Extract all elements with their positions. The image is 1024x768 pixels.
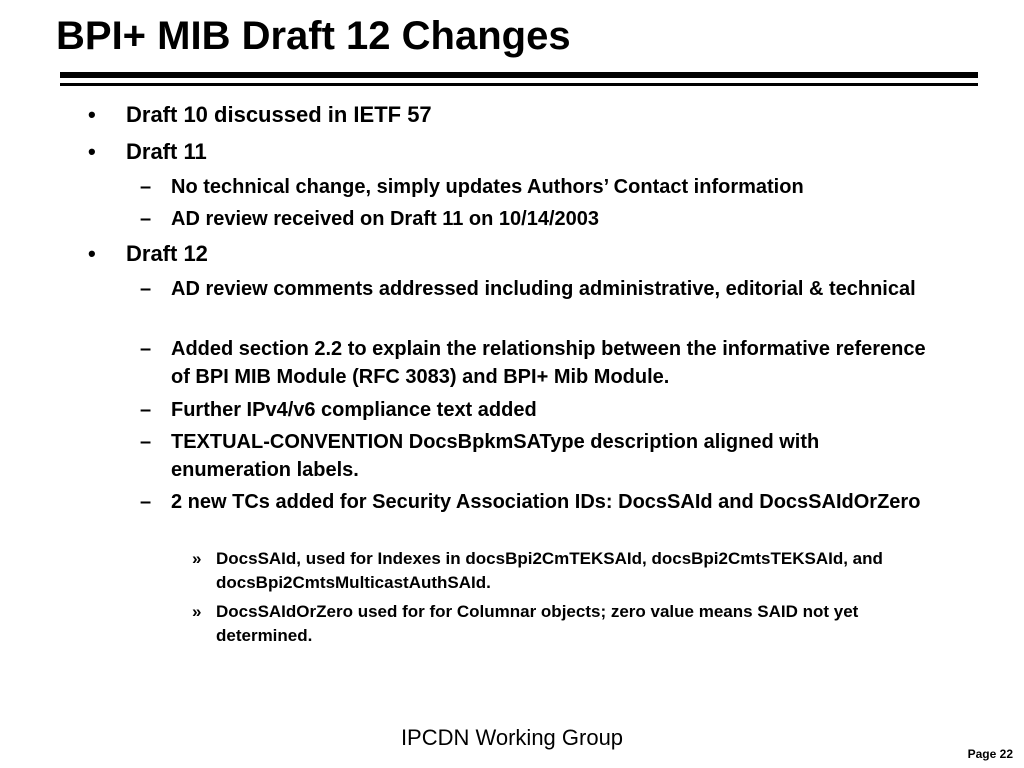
bullet-text: Draft 11: [126, 139, 207, 164]
guillemet-marker: »: [192, 549, 202, 568]
sub-bullet-text: 2 new TCs added for Security Association IDs: DocsSAId and DocsSAIdOrZero: [171, 491, 921, 513]
sub-bullet-text: AD review received on Draft 11 on 10/14/2003: [171, 208, 599, 230]
dash-marker: –: [140, 176, 152, 198]
bullet-text: Draft 10 discussed in IETF 57: [126, 102, 432, 127]
dash-marker: –: [140, 431, 152, 453]
divider-thin-line: [60, 83, 978, 86]
footer-working-group: IPCDN Working Group: [400, 725, 624, 750]
dash-marker: –: [140, 491, 152, 513]
dash-marker: –: [140, 208, 152, 230]
guillemet-marker: »: [192, 602, 202, 621]
bullet-marker: •: [88, 102, 96, 127]
sub-bullet-text: TEXTUAL-CONVENTION DocsBpkmSAType description aligned with enumeration labels.: [171, 431, 820, 481]
dash-marker: –: [140, 278, 152, 300]
slide-title: BPI+ MIB Draft 12 Changes: [56, 14, 571, 58]
bullet-marker: •: [88, 241, 96, 266]
sub-bullet-text: Further IPv4/v6 compliance text added: [171, 399, 537, 421]
bullet-marker: •: [88, 139, 96, 164]
dash-marker: –: [140, 338, 152, 360]
sub-sub-bullet-text: DocsSAIdOrZero used for for Columnar objects; zero value means SAID not yet determined.: [216, 602, 859, 645]
sub-sub-bullet-text: DocsSAId, used for Indexes in docsBpi2CmTEKSAId, docsBpi2CmtsTEKSAId, and docsBpi2CmtsMulticastAuthSAId.: [216, 549, 883, 592]
divider-thick-line: [60, 72, 978, 78]
page-number: Page 22: [967, 747, 1013, 761]
sub-bullet-text: No technical change, simply updates Authors’ Contact information: [171, 176, 804, 198]
sub-bullet-text: Added section 2.2 to explain the relationship between the informative reference of BPI MIB Module (RFC 3083) and BPI+ Mib Module.: [171, 338, 926, 388]
title-divider: [60, 72, 978, 86]
bullet-text: Draft 12: [126, 241, 208, 266]
sub-bullet-text: AD review comments addressed including administrative, editorial & technical: [171, 278, 916, 300]
dash-marker: –: [140, 399, 152, 421]
